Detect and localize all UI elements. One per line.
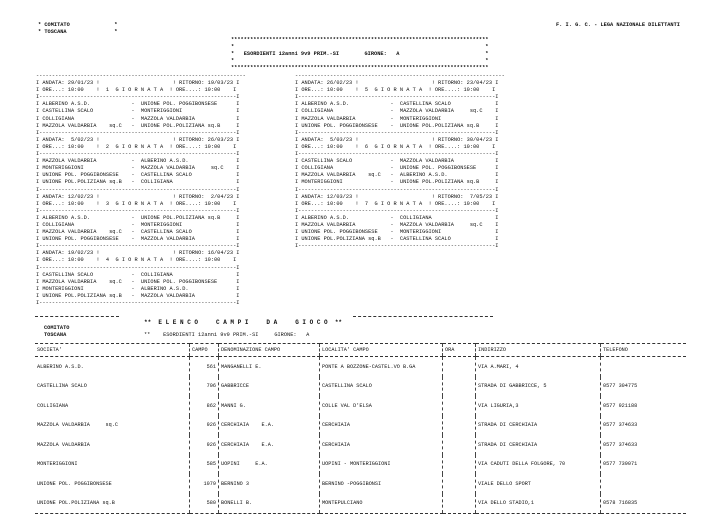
table-row [35, 357, 686, 377]
fixture-line: I--------------------------------------------------------------I [295, 243, 499, 250]
cell-societa: ALBERINO A.S.D. [37, 363, 84, 370]
fixture-line: ------------------------------------------------------------------ [295, 73, 505, 79]
fixture-line: I ALBERINO A.S.D. - CASTELLINA SCALO I [295, 101, 499, 108]
cell-indirizzo: VIA A.MARI, 4 [476, 357, 601, 377]
cell-societa: MAZZOLA VALDARBIA [37, 441, 90, 448]
cell-ora [443, 416, 476, 436]
fixture-line: I--------------------------------------------------------------I [36, 264, 240, 271]
cell-campo: 561 [190, 357, 219, 377]
cell-campo: 926 [190, 416, 219, 436]
cell-societa: UNIONE POL.POLIZIANA sq.B [35, 494, 190, 514]
cell-campo: 926 [190, 435, 219, 455]
cell-denominazione: BERNINO 3 [219, 474, 320, 494]
fixture-line: I COLLIGIANA - MONTERIGGIONI I [36, 221, 240, 228]
cell-telefono: 0577 304775 [601, 377, 687, 397]
cell-telefono [601, 357, 687, 377]
cell-ora [443, 396, 476, 416]
cell-societa: CASTELLINA SCALO [37, 383, 87, 390]
fixture-line: ------------------------------------------------------------------ [36, 73, 246, 79]
table-row [35, 474, 686, 494]
col-header-campo: CAMPO [190, 344, 219, 357]
fixture-line: I--------------------------------------------------------------I [36, 94, 240, 101]
cell-telefono [601, 474, 687, 494]
table-row [35, 416, 686, 436]
cell-denominazione: UOPINI E.A. [219, 455, 320, 475]
cell-localita: CERCHIAIA [320, 435, 443, 455]
cell-localita: UOPINI - MONTERIGGIONI [320, 455, 443, 475]
cell-ora [443, 357, 476, 377]
committee-label: * COMITATO * [38, 22, 118, 28]
title-box-line: * * [231, 44, 489, 51]
cell-localita: CASTELLINA SCALO [320, 377, 443, 397]
cell-campo: 1079 [190, 474, 219, 494]
title-box-line: ********************************************************************************* [231, 65, 489, 72]
campi-table-header-row [35, 344, 686, 357]
fixture-line: I--------------------------------------------------------------I [295, 94, 499, 101]
cell-campo: 706 [190, 377, 219, 397]
fixture-line: I--------------------------------------------------------------I [36, 129, 240, 136]
fixture-line: I MAZZOLA VALDARBIA - ALBERINO A.S.D. I [36, 158, 240, 165]
cell-societa: MONTERIGGIONI [37, 461, 78, 468]
fixture-line: I MAZZOLA VALDARBIA sq.C - CASTELLINA SCALO I [36, 229, 240, 236]
fixture-line: I MAZZOLA VALDARBIA - MONTERIGGIONI I [295, 115, 499, 122]
fixture-line: I--------------------------------------------------------------I [36, 300, 240, 306]
fixture-line: I MAZZOLA VALDARBIA sq.C - UNIONE POL.POLIZIANA sq.B I [36, 122, 240, 129]
cell-denominazione: GABBRICCE [219, 377, 320, 397]
cell-ora [443, 455, 476, 475]
fixture-line: I ORE...: 10:00 ! 2 G I O R N A T A ! ORE....: 10:00 I [36, 143, 237, 150]
fixture-line: I CASTELLINA SCALO - MONTERIGGIONI I [36, 108, 240, 115]
cell-telefono: 0577 374633 [601, 416, 687, 436]
fixture-line: I MONTERIGGIONI - ALBERINO A.S.D. I [36, 285, 240, 292]
campi-committee-label: COMITATO [44, 325, 70, 331]
cell-denominazione: CERCHIAIA E.A. [219, 416, 320, 436]
cell-indirizzo: VIA LIGURIA,3 [476, 396, 601, 416]
cell-localita: BERNINO -POGGIBONSI [320, 474, 443, 494]
cell-indirizzo: VIA CADUTI DELLA FOLGORE, 70 [476, 455, 601, 475]
federation-label: F. I. G. C. - LEGA NAZIONALE DILETTANTI [556, 22, 680, 28]
table-row [35, 435, 686, 455]
fixture-line: I MONTERIGGIONI - MAZZOLA VALDARBIA sq.C I [36, 165, 240, 172]
col-header-denominazione: DENOMINAZIONE CAMPO [219, 344, 320, 357]
fixture-line: I ORE...: 10:00 ! 3 G I O R N A T A ! ORE....: 10:00 I [36, 200, 237, 207]
cell-campo: 580 [190, 494, 219, 514]
campi-subtitle: ** ESORDIENTI 12anni 9v9 PRIM.-SI GIRONE: A [144, 332, 310, 338]
cell-denominazione: MANNI G. [219, 396, 320, 416]
table-row [35, 455, 686, 475]
campi-header-rule-left [35, 316, 119, 317]
cell-ora [443, 377, 476, 397]
title-box-line: * * [231, 58, 489, 65]
cell-localita: PONTE A BOZZONE-CASTEL.VO B.GA [320, 357, 443, 377]
col-header-ora: ORA [443, 344, 476, 357]
cell-campo: 862 [190, 396, 219, 416]
cell-indirizzo: STRADA DI CERCHIAIA [476, 435, 601, 455]
fixture-line: I COLLIGIANA - MAZZOLA VALDARBIA I [36, 115, 240, 122]
fixture-line: I ORE...: 10:00 ! 6 G I O R N A T A ! ORE....: 10:00 I [295, 143, 496, 150]
rounds-right-column [295, 73, 505, 250]
championship-title-box [231, 37, 488, 72]
fixture-line: I UNIONE POL. POGGIBONSESE - UNIONE POL.POLIZIANA sq.B I [295, 122, 499, 129]
col-header-telefono: TELEFONO [601, 344, 687, 357]
campi-region-label: TOSCANA [44, 332, 67, 338]
col-header-societa: SOCIETA' [35, 344, 190, 357]
cell-telefono: 0578 716835 [601, 494, 687, 514]
table-row [35, 396, 686, 416]
rounds-left-column [36, 73, 246, 307]
cell-denominazione: CERCHIAIA E.A. [219, 435, 320, 455]
fixture-line: I COLLIGIANA - UNIONE POL. POGGIBONSESE I [295, 165, 499, 172]
campi-header-rule-right [353, 316, 493, 317]
fixture-line: I COLLIGIANA - MAZZOLA VALDARBIA sq.C I [295, 108, 499, 115]
fixture-line: I ORE...: 10:00 ! 5 G I O R N A T A ! ORE....: 10:00 I [295, 87, 496, 94]
campi-table [35, 343, 686, 514]
fixture-line: I MAZZOLA VALDARBIA sq.C - UNIONE POL. POGGIBONSESE I [36, 278, 240, 285]
fixture-line: I ANDATA: 19/02/23 ! ! RITORNO: 16/04/23 I [36, 250, 240, 257]
fixture-line: I--------------------------------------------------------------I [295, 207, 499, 214]
cell-telefono: 0577 921188 [601, 396, 687, 416]
col-header-indirizzo: INDIRIZZO [476, 344, 601, 357]
fixture-line: I--------------------------------------------------------------I [36, 207, 240, 214]
fixture-line: I UNIONE POL.POLIZIANA sq.B - CASTELLINA SCALO I [295, 236, 499, 243]
fixture-line: I MAZZOLA VALDARBIA - MAZZOLA VALDARBIA sq.C I [295, 221, 499, 228]
fixture-line: I ALBERINO A.S.D. - COLLIGIANA I [295, 214, 499, 221]
region-label: * TOSCANA * [38, 29, 118, 35]
fixture-line: I ORE...: 10:00 ! 1 G I O R N A T A ! ORE....: 10:00 I [36, 87, 237, 94]
fixture-line: I--------------------------------------------------------------I [36, 151, 240, 158]
title-box-line: * ESORDIENTI 12anni 9v9 PRIM.-SI GIRONE: A * [231, 51, 489, 58]
fixture-line: I ALBERINO A.S.D. - UNIONE POL.POLIZIANA sq.B I [36, 214, 240, 221]
fixture-line: I ANDATA: 29/01/23 ! ! RITORNO: 19/03/23 I [36, 80, 240, 87]
fixture-line: I UNIONE POL.POLIZIANA sq.B - COLLIGIANA I [36, 179, 240, 186]
cell-localita: COLLE VAL D'ELSA [320, 396, 443, 416]
title-box-line: ********************************************************************************* [231, 37, 489, 43]
fixture-line: I CASTELLINA SCALO - MAZZOLA VALDARBIA I [295, 158, 499, 165]
cell-localita: MONTEPULCIANO [320, 494, 443, 514]
fixture-line: I MAZZOLA VALDARBIA sq.C - ALBERINO A.S.D. I [295, 172, 499, 179]
cell-indirizzo: STRADA DI GABBRICCE, 5 [476, 377, 601, 397]
fixture-line: I UNIONE POL.POLIZIANA sq.B - MAZZOLA VALDARBIA I [36, 292, 240, 299]
fixture-line: I CASTELLINA SCALO - COLLIGIANA I [36, 271, 240, 278]
cell-indirizzo: STRADA DI CERCHIAIA [476, 416, 601, 436]
cell-societa: MAZZOLA VALDARBIA sq.C [37, 422, 118, 429]
cell-ora [443, 474, 476, 494]
fixture-line: I--------------------------------------------------------------I [295, 151, 499, 158]
fixture-line: I UNIONE POL. POGGIBONSESE - CASTELLINA SCALO I [36, 172, 240, 179]
fixture-line: I--------------------------------------------------------------I [295, 186, 499, 193]
cell-denominazione: BONELLI B. [219, 494, 320, 514]
cell-societa: COLLIGIANA [37, 402, 69, 409]
cell-ora [443, 435, 476, 455]
fixture-line: I--------------------------------------------------------------I [36, 243, 240, 250]
table-row [35, 377, 686, 397]
cell-telefono: 0577 374633 [601, 435, 687, 455]
fixture-line: I ANDATA: 12/02/23 ! ! RITORNO: 2/04/23 I [36, 193, 240, 200]
cell-localita: CERCHIAIA [320, 416, 443, 436]
fixture-line: I UNIONE POL. POGGIBONSESE - MONTERIGGIONI I [295, 229, 499, 236]
fixture-line: I ANDATA: 5/03/23 ! ! RITORNO: 30/04/23 I [295, 136, 499, 143]
fixture-line: I MONTERIGGIONI - UNIONE POL.POLIZIANA sq.B I [295, 179, 499, 186]
fixture-line: I ORE...: 10:00 ! 7 G I O R N A T A ! ORE....: 10:00 I [295, 200, 496, 207]
table-row [35, 494, 686, 514]
fixture-line: I--------------------------------------------------------------I [295, 129, 499, 136]
campi-title: ** E L E N C O C A M P I D A G I O C O ** [144, 319, 343, 326]
cell-campo: 585 [190, 455, 219, 475]
fixture-line: I ORE...: 10:00 ! 4 G I O R N A T A ! ORE....: 10:00 I [36, 257, 237, 264]
cell-telefono: 0577 739071 [601, 455, 687, 475]
fixture-line: I ALBERINO A.S.D. - UNIONE POL. POGGIBONSESE I [36, 101, 240, 108]
cell-indirizzo: VIA DELLO STADIO,1 [476, 494, 601, 514]
cell-societa: UNIONE POL. POGGIBONSESE [37, 480, 112, 487]
fixture-line: I UNIONE POL. POGGIBONSESE - MAZZOLA VALDARBIA I [36, 236, 240, 243]
fixture-line: I ANDATA: 12/03/23 ! ! RITORNO: 7/05/23 I [295, 193, 499, 200]
fixture-line: I ANDATA: 5/02/23 ! ! RITORNO: 26/03/23 I [36, 136, 240, 143]
cell-ora [443, 494, 476, 514]
cell-denominazione: MANGANELLI E. [219, 357, 320, 377]
fixture-line: I--------------------------------------------------------------I [36, 186, 240, 193]
fixture-line: I ANDATA: 26/02/23 ! ! RITORNO: 23/04/23 I [295, 80, 499, 87]
cell-indirizzo: VIALE DELLO SPORT [476, 474, 601, 494]
col-header-localita: LOCALITA' CAMPO [320, 344, 443, 357]
